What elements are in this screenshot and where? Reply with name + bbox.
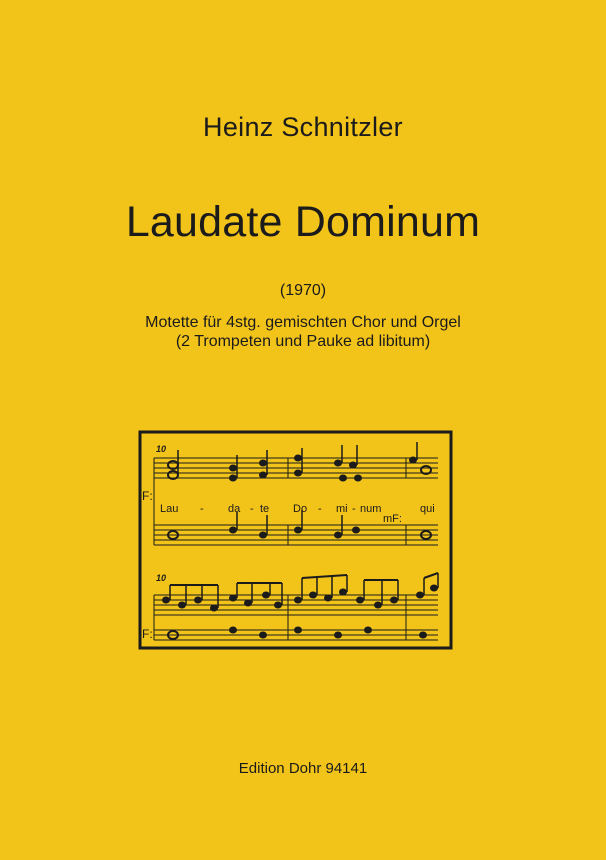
composition-year: (1970) (279, 282, 327, 299)
lyric-syllable: Lau (160, 503, 179, 515)
clef-marker-bottom: F: (142, 627, 153, 641)
subtitle-line-1: Motette für 4stg. gemischten Chor und Orgel (145, 314, 461, 331)
lyric-syllable: mi (336, 503, 348, 515)
upper-system-notes (168, 455, 431, 540)
measure-number-top: 10 (156, 444, 167, 454)
lyric-syllable: num (360, 503, 382, 515)
work-subtitle (0, 313, 606, 351)
subtitle-line-2: (2 Trompeten und Pauke ad libitum) (175, 333, 431, 350)
lyric-hyphen: - (318, 503, 322, 515)
lyric-syllable: te (260, 503, 270, 515)
lyric-hyphen: - (250, 503, 254, 515)
lyric-hyphen: - (352, 503, 356, 515)
publisher-catalog: Edition Dohr 94141 (238, 760, 368, 777)
work-title: Laudate Dominum (125, 198, 481, 246)
measure-number-bottom: 10 (156, 573, 167, 583)
dynamic-marking: mF: (383, 513, 402, 525)
score-excerpt-drawing (138, 430, 453, 650)
lyric-syllable: Do (293, 503, 308, 515)
lyric-syllable: da (228, 503, 241, 515)
lyric-syllable: qui (420, 503, 435, 515)
lower-system-notes (162, 585, 438, 640)
composer-name: Heinz Schnitzler (203, 112, 403, 142)
clef-marker-top: F: (142, 489, 153, 503)
lyric-hyphen: - (200, 503, 204, 515)
score-excerpt-image (138, 430, 453, 650)
